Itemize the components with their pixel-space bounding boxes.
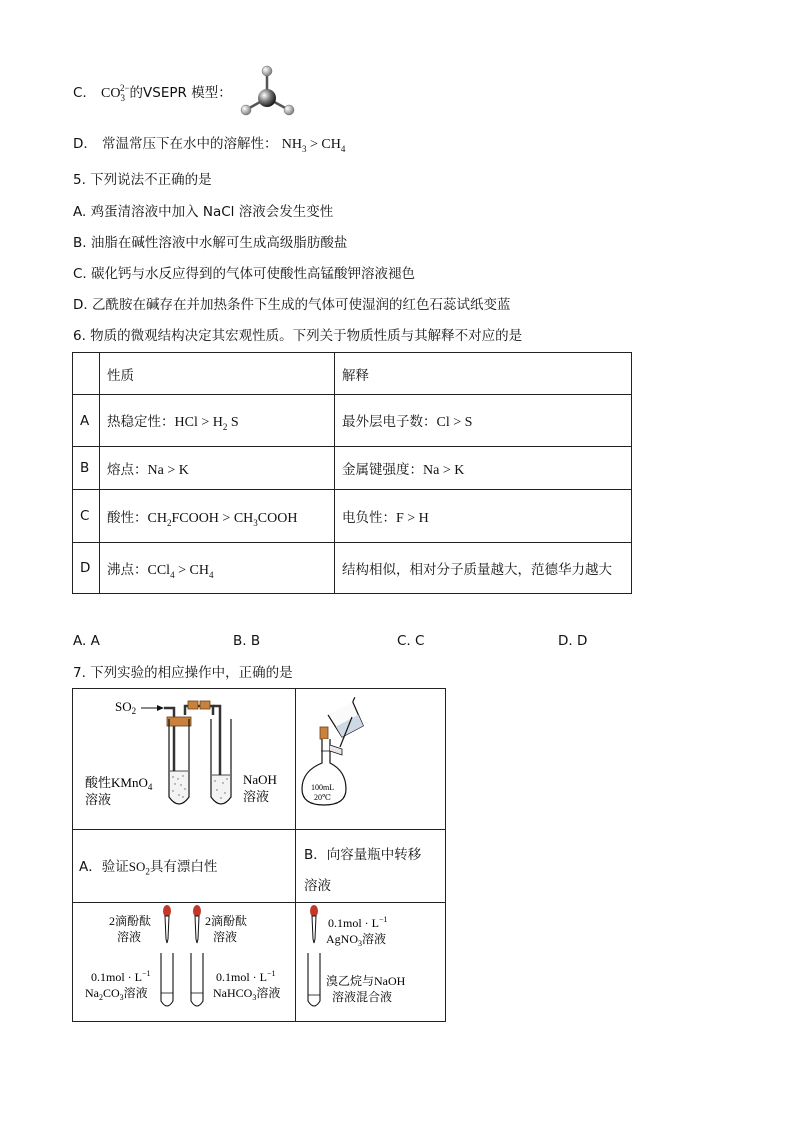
naoh-label: NaOH: [243, 772, 277, 787]
row-key: C: [73, 490, 100, 543]
caption-a: A．验证$SO_2$具有漂白性: [79, 859, 218, 877]
fig-c-cell: [73, 903, 296, 1022]
table-header-row: [73, 353, 632, 395]
flask-volume-label: 100mL: [311, 783, 335, 792]
option-text: 常温常压下在水中的溶解性：: [101, 136, 278, 152]
q6-answer-d: D. D: [558, 633, 588, 649]
row-explanation: 电负性：F > H: [335, 490, 632, 543]
q6-table: [72, 352, 632, 594]
tube1-solute-label: $Na_2CO_3$溶液: [85, 986, 148, 1002]
option-prefix: D.: [73, 136, 88, 152]
row-property: 熔点：Na > K: [100, 447, 335, 490]
q6-answer-a: A. A: [73, 633, 100, 649]
row-explanation: 结构相似，相对分子质量越大，范德华力越大: [335, 543, 632, 594]
dropper-icon: [163, 905, 171, 943]
q4-option-d: [73, 135, 345, 154]
q5-stem: 5. 下列说法不正确的是: [73, 172, 212, 188]
so2-bleaching-apparatus: [73, 689, 295, 825]
caption-b-cell: [296, 830, 446, 903]
q5-option-d: D. 乙酰胺在碱存在并加热条件下生成的气体可使湿润的红色石蕊试纸变蓝: [73, 297, 511, 313]
fig-d-cell: [296, 903, 446, 1022]
caption-b: B．向容量瓶中转移 溶液: [304, 847, 422, 894]
q5-option-a: A. 鸡蛋清溶液中加入 NaCl 溶液会发生变性: [73, 204, 334, 220]
drop2-label: 2滴酚酞: [205, 914, 248, 928]
header-cell-key: [73, 353, 100, 395]
row-explanation: 最外层电子数：Cl > S: [335, 395, 632, 447]
flask-temp-label: 20℃: [314, 793, 331, 802]
solubility-expr: $NH_3 > CH_4$: [281, 137, 346, 154]
carbonate-formula: $CO_3^{2-}$: [101, 83, 130, 103]
q5-option-c: C. 碳化钙与水反应得到的气体可使酸性高锰酸钾溶液褪色: [73, 266, 416, 282]
option-prefix: C.: [73, 85, 87, 101]
q6-answer-b: B. B: [233, 633, 261, 649]
agno3-label: AgNO$_3$溶液: [326, 932, 387, 948]
kmno4-label-line2: 溶液: [85, 792, 112, 807]
fig-a-cell: [73, 689, 296, 830]
row-key: A: [73, 395, 100, 447]
mixture-label: 溴乙烷与NaOH: [326, 974, 406, 988]
q7-table: [72, 688, 446, 1022]
drop1-label: 2滴酚酞: [109, 914, 152, 928]
phenolphthalein-test-apparatus: [73, 903, 295, 1017]
table-row: [73, 490, 632, 543]
tube2-conc-label: $0.1mol \cdot L^{-1}$: [216, 969, 276, 984]
row-key: D: [73, 543, 100, 594]
vsepr-model-figure: [236, 64, 300, 120]
row-key: B: [73, 447, 100, 490]
table-row: [73, 447, 632, 490]
row-property: 酸性：$CH_2FCOOH$ > $CH_3COOH$: [100, 490, 335, 543]
q5-option-b: B. 油脂在碱性溶液中水解可生成高级脂肪酸盐: [73, 235, 348, 251]
tube2-solute-label: NaHCO$_3$溶液: [213, 986, 281, 1002]
table-row: [73, 395, 632, 447]
drop2-label-line2: 溶液: [213, 930, 238, 944]
drop1-label-line2: 溶液: [117, 930, 142, 944]
beaker-icon: [327, 697, 369, 738]
q4-option-c: [73, 84, 232, 103]
row-property: 热稳定性：HCl > $H_2$ S: [100, 395, 335, 447]
dropper-icon: [310, 905, 318, 943]
so2-label: $SO_2$: [115, 699, 137, 716]
row-property: 沸点：$CCl_4 > CH_4$: [100, 543, 335, 594]
q6-stem: 6. 物质的微观结构决定其宏观性质。下列关于物质性质与其解释不对应的是: [73, 328, 523, 344]
q7-stem: 7. 下列实验的相应操作中，正确的是: [73, 665, 293, 681]
caption-a-cell: [73, 830, 296, 903]
table-row: [73, 543, 632, 594]
kmno4-label: 酸性KMnO$_4$: [85, 775, 153, 792]
row-explanation: 金属键强度：Na > K: [335, 447, 632, 490]
dropper-icon: [193, 905, 201, 943]
volumetric-flask-transfer: [296, 689, 445, 825]
q6-answer-c: C. C: [397, 633, 425, 649]
naoh-label-line2: 溶液: [243, 789, 270, 804]
tube1-conc-label: $0.1mol \cdot L^{-1}$: [91, 969, 151, 984]
option-text: 的VSEPR 模型：: [129, 85, 232, 101]
header-cell-explanation: 解释: [335, 353, 632, 395]
header-cell-property: 性质: [100, 353, 335, 395]
mixture-label-line2: 溶液混合液: [332, 990, 393, 1004]
fig-b-cell: [296, 689, 446, 830]
agno3-test-apparatus: [296, 903, 445, 1017]
agno3-conc-label: $0.1mol \cdot L^{-1}$: [328, 915, 388, 930]
